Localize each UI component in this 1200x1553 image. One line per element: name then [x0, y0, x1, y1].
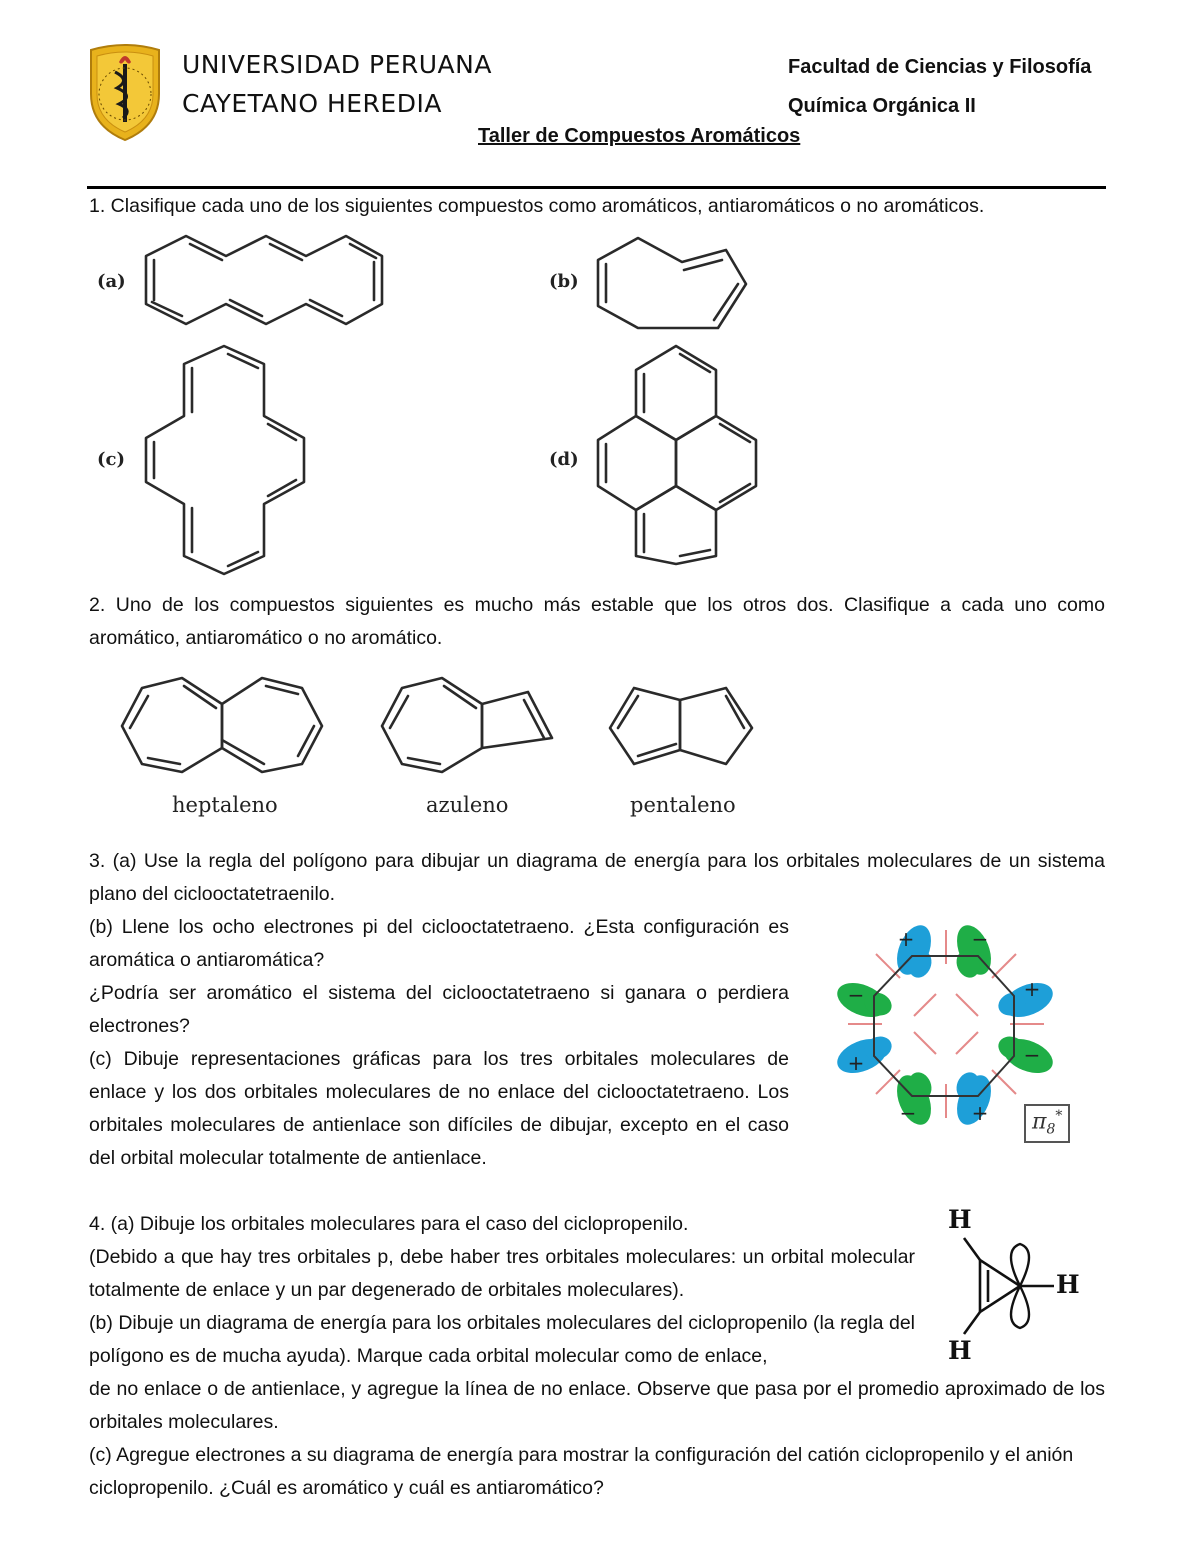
molecule-b-ring	[592, 234, 752, 334]
question-4b-text-part2: de no enlace o de antienlace, y agregue la línea de no enlace. Observe que pasa por el promedio aproximado de los orbitales moleculares.	[89, 1378, 1105, 1433]
question-4a-note: (Debido a que hay tres orbitales p, debe haber tres orbitales moleculares: un orbital molecular totalmente de enlace y un par degenerado de orbitales moleculares).	[89, 1246, 915, 1301]
atom-H-top: H	[948, 1205, 972, 1234]
label-c: (c)	[97, 449, 125, 470]
question-3a-text: 3. (a) Use la regla del polígono para dibujar un diagrama de energía para los orbitales moleculares de un sistema plano del ciclooctatetraenilo.	[89, 850, 1105, 905]
sign-plus: +	[971, 1101, 989, 1125]
question-1-text: 1. Clasifique cada uno de los siguientes compuestos como aromáticos, antiaromáticos o no aromáticos.	[89, 195, 985, 217]
pi-subscript: 8	[1046, 1121, 1056, 1138]
label-d: (d)	[549, 449, 579, 470]
molecule-azulene	[378, 668, 558, 782]
label-a: (a)	[97, 271, 126, 292]
label-azuleno: azuleno	[426, 793, 509, 817]
worksheet-title: Taller de Compuestos Aromáticos	[478, 125, 801, 147]
sign-plus: +	[1023, 977, 1041, 1001]
question-4b-text-part1: (b) Dibuje un diagrama de energía para los orbitales moleculares del ciclopropenilo (la regla del polígono es de mucha ayuda). Marque cada orbital molecular como de enlace,	[89, 1312, 915, 1367]
university-crest	[85, 42, 165, 142]
header-divider	[87, 186, 1106, 189]
sign-plus: +	[897, 927, 915, 951]
molecule-c-annulene	[140, 340, 310, 580]
label-heptaleno: heptaleno	[172, 793, 278, 817]
course-name: Química Orgánica II	[788, 95, 976, 117]
molecule-heptalene	[118, 668, 328, 782]
question-3b-followup: ¿Podría ser aromático el sistema del ciclooctatetraeno si ganara o perdiera electrones?	[89, 982, 789, 1037]
university-name-line1: UNIVERSIDAD PERUANA	[182, 50, 492, 79]
question-4a-text: 4. (a) Dibuje los orbitales moleculares para el caso del ciclopropenilo.	[89, 1213, 689, 1235]
atom-H-bottom: H	[948, 1336, 972, 1365]
label-pentaleno: pentaleno	[630, 793, 736, 817]
question-2-text: 2. Uno de los compuestos siguientes es mucho más estable que los otros dos. Clasifique a cada uno como aromático, antiaromático o no aromático.	[89, 594, 1105, 649]
pi8-label-box	[1024, 1104, 1070, 1143]
molecule-pentalene	[606, 684, 756, 770]
sign-minus: −	[971, 927, 989, 951]
sign-plus: +	[847, 1051, 865, 1075]
sign-minus: −	[847, 983, 865, 1007]
pi-superscript: *	[1055, 1108, 1063, 1124]
molecule-a-annulene	[140, 230, 390, 330]
sign-minus: −	[1023, 1043, 1041, 1067]
question-4c-text: (c) Agregue electrones a su diagrama de energía para mostrar la configuración del catión ciclopropenilo y el anión ciclopropenilo. ¿Cuál es aromático y cuál es antiaromático?	[89, 1444, 1074, 1499]
pi8-antibonding-orbital-figure	[836, 924, 1056, 1124]
faculty-name: Facultad de Ciencias y Filosofía	[788, 56, 1092, 78]
university-name-line2: CAYETANO HEREDIA	[182, 89, 442, 118]
cyclopropenyl-figure	[950, 1230, 1060, 1345]
label-b: (b)	[549, 271, 579, 292]
atom-H-right: H	[1056, 1270, 1080, 1299]
sign-minus: −	[899, 1101, 917, 1125]
pi-symbol: π	[1032, 1109, 1047, 1135]
question-3b-text: (b) Llene los ocho electrones pi del ciclooctatetraeno. ¿Esta configuración es aromática o antiaromática?	[89, 916, 789, 971]
molecule-d-pyrene	[594, 340, 764, 570]
question-3c-text: (c) Dibuje representaciones gráficas para los tres orbitales moleculares de enlace y los dos orbitales moleculares de no enlace del ciclooctatetraeno. Los orbitales moleculares de antienlace son difíciles de dibujar, excepto en el caso del orbital molecular totalmente de antienlace.	[89, 1048, 789, 1169]
